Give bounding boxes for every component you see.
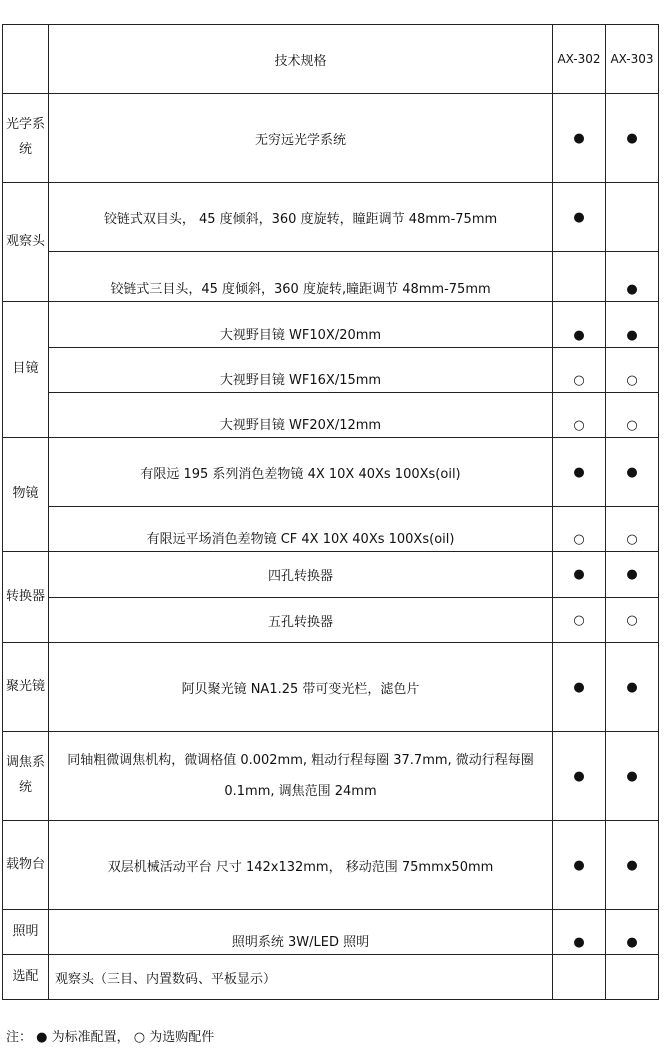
mark-ax303: ● [606,438,659,507]
table-row [3,643,659,732]
spec-table [2,24,659,1000]
mark-ax302: ● [553,910,606,955]
table-row [3,94,659,183]
note-optional-text: 为选购配件 [145,1030,215,1045]
mark-ax302: ○ [553,598,606,643]
spec-description: 铰链式双目头， 45 度倾斜，360 度旋转，瞳距调节 48mm-75mm [49,183,553,252]
mark-ax303: ○ [606,393,659,438]
standard-symbol: ● [36,1030,48,1045]
mark-ax303: ● [606,732,659,821]
spec-description: 大视野目镜 WF10X/20mm [49,302,553,348]
mark-ax302: ○ [553,507,606,552]
mark-ax302: ○ [553,348,606,393]
mark-ax303 [606,955,659,1000]
mark-ax303: ● [606,821,659,910]
category-eyepiece: 目镜 [3,302,49,438]
mark-ax303: ● [606,252,659,302]
header-spec-title: 技术规格 [49,25,553,94]
spec-description: 有限远平场消色差物镜 CF 4X 10X 40Xs 100Xs(oil) [49,507,553,552]
spec-description: 有限远 195 系列消色差物镜 4X 10X 40Xs 100Xs(oil) [49,438,553,507]
spec-description: 铰链式三目头，45 度倾斜，360 度旋转,瞳距调节 48mm-75mm [49,252,553,302]
spec-description: 阿贝聚光镜 NA1.25 带可变光栏，滤色片 [49,643,553,732]
note-prefix: 注： [6,1030,33,1045]
category-objective: 物镜 [3,438,49,552]
category-focus-system: 调焦系统 [3,732,49,821]
header-col-ax302: AX-302 [553,25,606,94]
mark-ax303: ● [606,910,659,955]
mark-ax302: ● [553,183,606,252]
table-row [3,183,659,252]
mark-ax303: ○ [606,598,659,643]
mark-ax302: ● [553,821,606,910]
spec-description: 大视野目镜 WF20X/12mm [49,393,553,438]
table-row [3,302,659,348]
table-row [3,252,659,302]
spec-description: 四孔转换器 [49,552,553,598]
category-viewing-head: 观察头 [3,183,49,302]
category-nosepiece: 转换器 [3,552,49,643]
category-stage: 载物台 [3,821,49,910]
footnote [6,1026,214,1045]
table-row [3,552,659,598]
mark-ax302: ● [553,732,606,821]
mark-ax303: ● [606,643,659,732]
spec-description: 观察头（三目、内置数码、平板显示） [49,955,553,1000]
mark-ax303: ○ [606,507,659,552]
mark-ax302: ● [553,643,606,732]
note-standard-text: 为标准配置， [47,1030,130,1045]
table-row [3,821,659,910]
category-illumination: 照明 [3,910,49,955]
mark-ax302: ● [553,438,606,507]
mark-ax302 [553,955,606,1000]
header-row [3,25,659,94]
spec-description: 同轴粗微调焦机构，微调格值 0.002mm, 粗动行程每圈 37.7mm, 微动行程每圈 0.1mm, 调焦范围 24mm [49,732,553,821]
mark-ax303: ● [606,552,659,598]
mark-ax303: ● [606,94,659,183]
category-optical-system: 光学系统 [3,94,49,183]
spec-description: 双层机械活动平台 尺寸 142x132mm， 移动范围 75mmx50mm [49,821,553,910]
spec-description: 大视野目镜 WF16X/15mm [49,348,553,393]
mark-ax303 [606,183,659,252]
header-col-ax303: AX-303 [606,25,659,94]
table-row [3,910,659,955]
table-row [3,348,659,393]
mark-ax302: ● [553,94,606,183]
spec-description: 五孔转换器 [49,598,553,643]
mark-ax302: ● [553,302,606,348]
category-condenser: 聚光镜 [3,643,49,732]
mark-ax302: ○ [553,393,606,438]
category-options: 选配 [3,955,49,1000]
mark-ax302: ● [553,552,606,598]
table-row [3,507,659,552]
table-row [3,438,659,507]
spec-description: 无穷远光学系统 [49,94,553,183]
table-row [3,393,659,438]
table-row [3,598,659,643]
mark-ax302 [553,252,606,302]
mark-ax303: ○ [606,348,659,393]
optional-symbol: ○ [133,1030,146,1045]
header-empty-cell [3,25,49,94]
table-row [3,955,659,1000]
spec-description: 照明系统 3W/LED 照明 [49,910,553,955]
mark-ax303: ● [606,302,659,348]
table-row [3,732,659,821]
